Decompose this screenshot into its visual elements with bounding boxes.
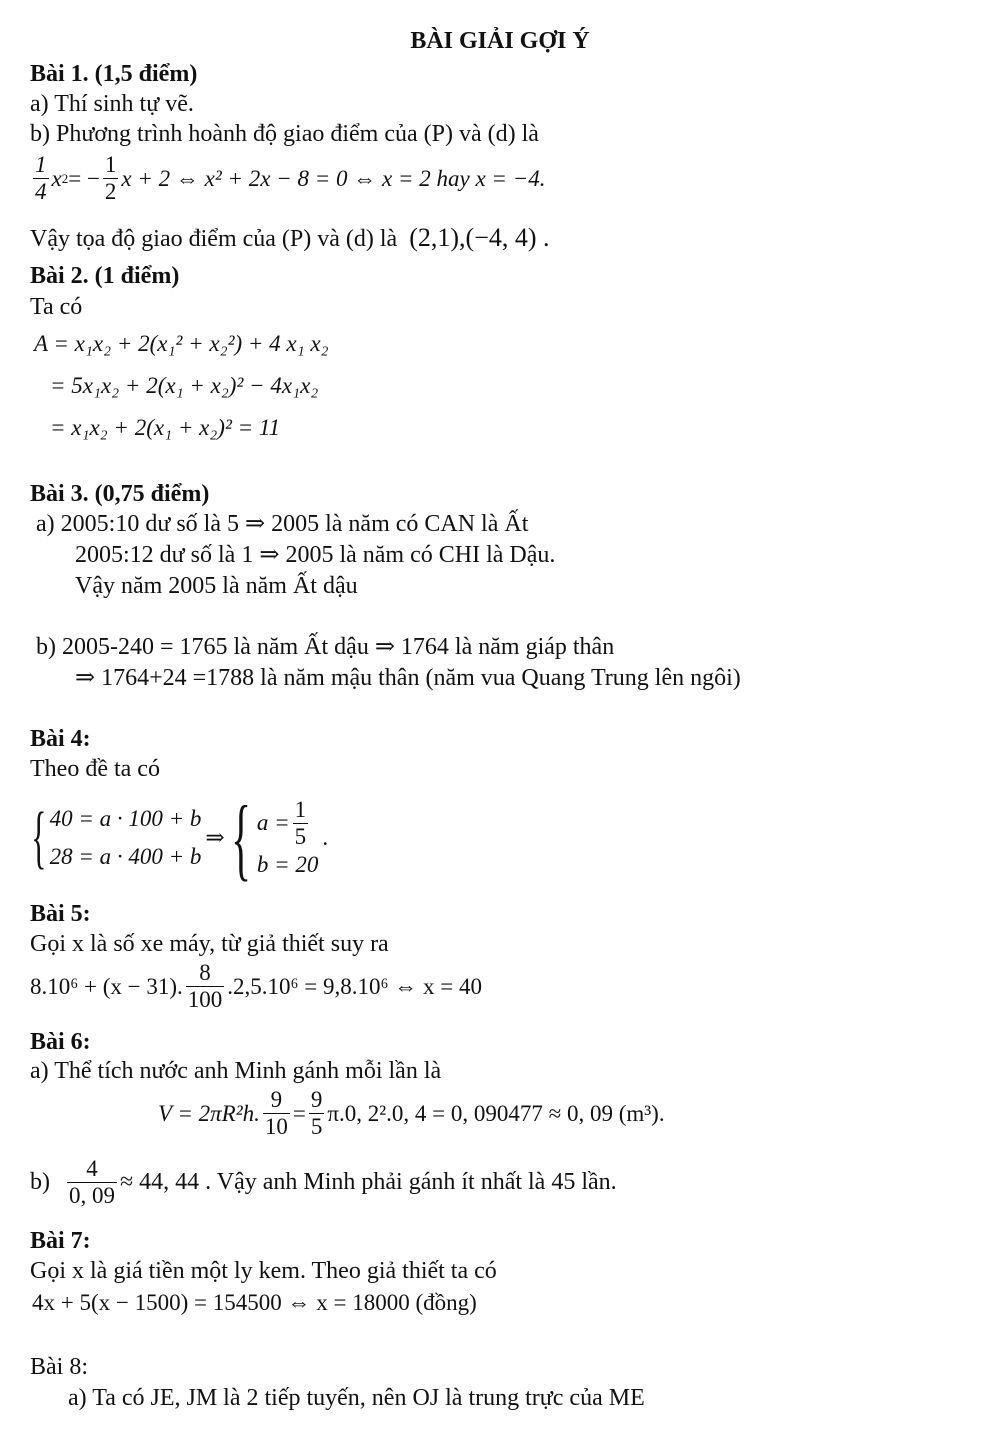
- bai7-equation: 4x + 5(x − 1500) = 154500 ⇔ x = 18000 (đồng): [32, 1290, 477, 1315]
- left-brace: {: [230, 787, 251, 889]
- bai7-heading: Bài 7:: [30, 1228, 91, 1254]
- bai3-a2: 2005:12 dư số là 1 ⇒ 2005 là năm có CHI là Dậu.: [75, 542, 556, 568]
- bai3-b1: b) 2005-240 = 1765 là năm Ất dậu ⇒ 1764 là năm giáp thân: [36, 634, 615, 660]
- bai2-line3: = x₁x₂ + 2(x₁ + x₂)² = 11: [50, 415, 281, 440]
- bai4-intro: Theo đề ta có: [30, 756, 160, 782]
- equation-system-left: 40 = a · 100 + b 28 = a · 400 + b: [49, 806, 202, 869]
- bai6-volume-equation: V = 2πR²h. $\frac{9}{10}$ = $\frac{9}{5}$ π.0, 2².0, 4 = 0, 090477 ≈ 0, 09 (m³).: [158, 1087, 665, 1139]
- fraction: $\frac{9}{10}$: [264, 1087, 288, 1139]
- fraction: $\frac{8}{100}$: [187, 960, 223, 1012]
- fraction: $\frac{1}{5}$: [294, 796, 307, 849]
- bai3-b2: ⇒ 1764+24 =1788 là năm mậu thân (năm vua Quang Trung lên ngôi): [75, 665, 741, 691]
- fraction: $\frac{9}{5}$: [310, 1087, 323, 1139]
- bai3-a1: a) 2005:10 dư số là 5 ⇒ 2005 là năm có CAN là Ất: [36, 511, 529, 537]
- bai1-part-b: b) Phương trình hoành độ giao điểm của (P) và (d) là: [30, 121, 539, 147]
- fraction: $\frac{1}{2}$: [104, 152, 117, 204]
- bai2-line1: A = x₁x₂ + 2(x₁² + x₂²) + 4 x₁ x₂: [34, 331, 329, 356]
- page-title: BÀI GIẢI GỢI Ý: [410, 28, 590, 54]
- bai6-part-b: b) $\frac{4}{0, 09}$ ≈ 44, 44 . Vậy anh Minh phải gánh ít nhất là 45 lần.: [30, 1156, 617, 1208]
- bai4-heading: Bài 4:: [30, 726, 91, 752]
- bai2-heading: Bài 2. (1 điểm): [30, 263, 180, 289]
- bai5-intro: Gọi x là số xe máy, từ giả thiết suy ra: [30, 931, 389, 957]
- fraction: $\frac{4}{0, 09}$: [69, 1156, 115, 1208]
- bai2-intro: Ta có: [30, 294, 83, 320]
- bai1-equation: $\frac{1}{4}$ x 2 = − $\frac{1}{2}$ x + 2 ⇔ x² + 2x − 8 = 0 ⇔ x = 2 hay x = −4.: [35, 152, 546, 204]
- bai3-heading: Bài 3. (0,75 điểm): [30, 481, 210, 507]
- bai8-part-a: a) Ta có JE, JM là 2 tiếp tuyến, nên OJ là trung trực của ME: [68, 1385, 645, 1411]
- bai4-system: { 40 = a · 100 + b 28 = a · 400 + b ⇒ { a = $\frac{1}{5}$ b = 20 .: [31, 787, 329, 889]
- bai6-heading: Bài 6:: [30, 1029, 91, 1055]
- fraction: $\frac{1}{4}$: [35, 152, 47, 204]
- bai7-intro: Gọi x là giá tiền một ly kem. Theo giả thiết ta có: [30, 1258, 497, 1284]
- bai1-conclusion: Vậy tọa độ giao điểm của (P) và (d) là (2,1),(−4, 4) .: [30, 223, 550, 252]
- bai1-part-a: a) Thí sinh tự vẽ.: [30, 91, 194, 117]
- bai8-heading: Bài 8:: [30, 1354, 88, 1380]
- bai1-heading: Bài 1. (1,5 điểm): [30, 61, 198, 87]
- equation-system-right: a = $\frac{1}{5}$ b = 20: [256, 796, 319, 877]
- bai2-line2: = 5x₁x₂ + 2(x₁ + x₂)² − 4x₁x₂: [50, 373, 319, 398]
- bai5-equation: 8.10⁶ + (x − 31). $\frac{8}{100}$ .2,5.10⁶ = 9,8.10⁶ ⇔ x = 40: [30, 960, 483, 1012]
- bai5-heading: Bài 5:: [30, 901, 91, 927]
- left-brace: {: [31, 799, 47, 876]
- bai6-part-a: a) Thể tích nước anh Minh gánh mỗi lần là: [30, 1058, 442, 1084]
- bai3-a3: Vậy năm 2005 là năm Ất dậu: [75, 573, 358, 599]
